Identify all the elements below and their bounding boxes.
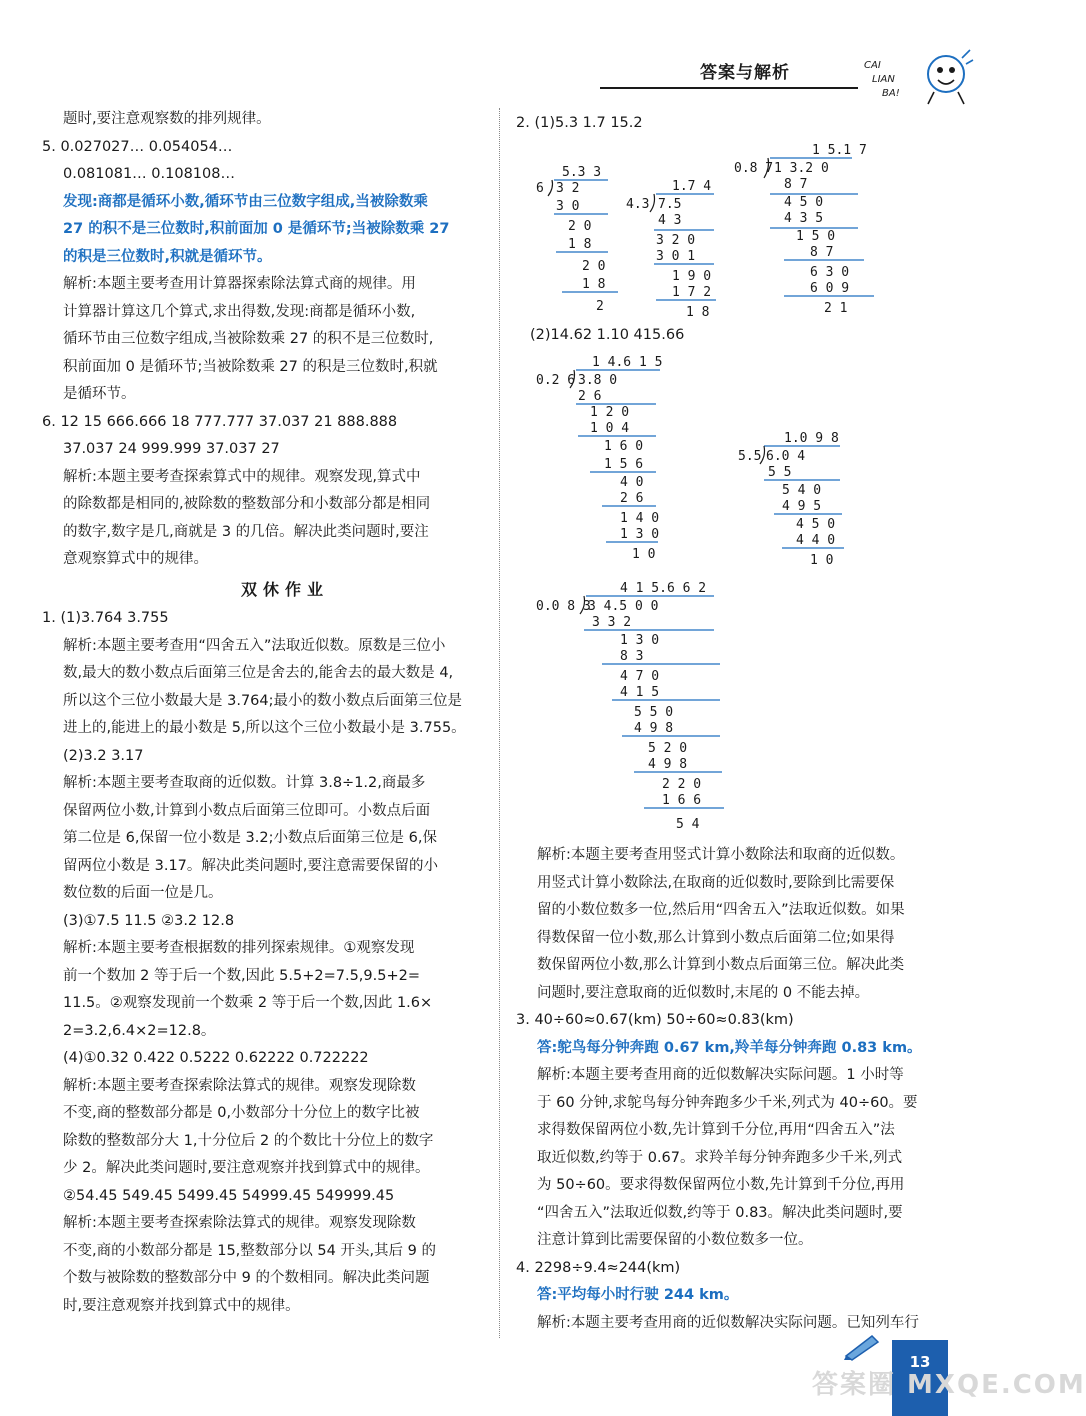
- long-division-3: [734, 140, 884, 318]
- divisor: 6: [536, 181, 544, 196]
- quotient: 1 4.6 1 5: [592, 355, 663, 370]
- text-line: 题时,要注意观察数的排列规律。: [63, 111, 271, 127]
- left-column: [42, 106, 498, 1320]
- step: 6 0 9: [810, 281, 850, 296]
- header-title: 答案与解析: [700, 63, 790, 83]
- step: 6 3 0: [810, 265, 850, 280]
- step: 1 7 2: [672, 285, 712, 300]
- answer-6-cont: 37.037 24 999.999 37.037 27: [63, 441, 280, 457]
- dividend: 3.8 0: [578, 373, 618, 388]
- step: 2: [596, 299, 604, 314]
- pen-icon: [842, 1330, 882, 1360]
- analysis-line: “四舍五入”法取近似数,约等于 0.83。解决此类问题时,要: [537, 1204, 903, 1221]
- step: 2 0: [568, 219, 592, 234]
- analysis-line: 第二位是 6,保留一位小数是 3.2;小数点后面第三位是 6,保: [63, 830, 437, 846]
- step: 1 6 0: [604, 439, 644, 454]
- step: 3 3 2: [592, 615, 632, 630]
- step: 4 0: [620, 475, 644, 490]
- analysis-line: 数保留两位小数,那么计算到小数点后面第三位。解决此类: [537, 957, 905, 973]
- step: 2 2 0: [662, 777, 702, 792]
- step: 2 6: [620, 491, 644, 506]
- step: 4 1 5: [620, 685, 660, 700]
- analysis-line: 解析:本题主要考查用商的近似数解决实际问题。1 小时等: [537, 1067, 904, 1083]
- answer-5-cont: 0.081081… 0.108108…: [63, 166, 235, 182]
- quotient: 4 1 5.6 6 2: [620, 581, 707, 596]
- analysis-line: 的数字,数字是几,商就是 3 的几倍。解决此类问题时,要注: [63, 523, 429, 540]
- step: 1 2 0: [590, 405, 630, 420]
- finding-line: 发现:商都是循环小数,循环节由三位数字组成,当被除数乘: [63, 193, 428, 210]
- answer-2-2: (2)14.62 1.10 415.66: [530, 327, 685, 343]
- dividend: 3 2: [556, 181, 580, 196]
- step: 4 3 5: [784, 211, 824, 226]
- step: 4 5 0: [796, 517, 836, 532]
- watermark: 答案圈 MXQE.COM: [812, 1370, 1086, 1400]
- divisor: 5.5: [738, 449, 762, 464]
- analysis-line: 时,要注意观察并找到算式中的规律。: [63, 1297, 300, 1314]
- step: 5 4: [676, 817, 700, 832]
- answer-3-reply: 答:鸵鸟每分钟奔跑 0.67 km,羚羊每分钟奔跑 0.83 km。: [537, 1039, 922, 1056]
- analysis-line: 得数保留一位小数,那么计算到小数点后面第二位;如果得: [537, 929, 895, 946]
- step: 5 4 0: [782, 483, 822, 498]
- right-column-bottom: [516, 842, 968, 1337]
- long-division-5: [738, 428, 858, 574]
- step: 1 0: [810, 553, 834, 568]
- answer-4: 4. 2298÷9.4≈244(km): [516, 1259, 681, 1276]
- step: 4 9 8: [648, 757, 688, 772]
- step: 3 2 0: [656, 233, 696, 248]
- analysis-line: 11.5。②观察发现前一个数乘 2 等于后一个数,因此 1.6×: [63, 995, 433, 1011]
- quotient: 1.7 4: [672, 179, 712, 194]
- analysis-line: 留的小数位数多一位,然后用“四舍五入”法取近似数。如果: [537, 902, 905, 918]
- analysis-line: 取近似数,约等于 0.67。求羚羊每分钟奔跑多少千米,列式: [537, 1149, 903, 1166]
- step: 1 8: [568, 237, 592, 252]
- analysis-line: 解析:本题主要考查探索除法算式的规律。观察发现除数: [63, 1077, 416, 1094]
- analysis-line: 循环节由三位数字组成,当被除数乘 27 的积不是三位数时,: [63, 331, 434, 347]
- header-rule: [600, 87, 858, 89]
- divisor: 0.8 7: [734, 161, 774, 176]
- divisor: 0.0 8 3: [536, 599, 591, 614]
- analysis-line: 注意计算到比需要保留的小数位数多一位。: [537, 1232, 813, 1248]
- right-column-top: [516, 110, 976, 138]
- answer-2-1: 2. (1)5.3 1.7 15.2: [516, 115, 643, 131]
- step: 1 8: [582, 277, 606, 292]
- analysis-line: 计算器计算这几个算式,求出得数,发现:商都是循环小数,: [63, 303, 416, 320]
- answer-3: 3. 40÷60≈0.67(km) 50÷60≈0.83(km): [516, 1012, 794, 1028]
- analysis-line: 求得数保留两位小数,先计算到千分位,再用“四舍五入”法: [537, 1122, 895, 1138]
- analysis-line: 解析:本题主要考查取商的近似数。计算 3.8÷1.2,商最多: [63, 775, 426, 791]
- finding-line: 的积是三位数时,积就是循环节。: [63, 248, 272, 265]
- step: 3 0: [556, 199, 580, 214]
- dividend: 7.5: [658, 197, 682, 212]
- step: 4 3: [658, 213, 682, 228]
- step: 1 0 4: [590, 421, 630, 436]
- analysis-line: 解析:本题主要考查用“四舍五入”法取近似数。原数是三位小: [63, 637, 446, 654]
- analysis-line: 于 60 分钟,求鸵鸟每分钟奔跑多少千米,列式为 40÷60。要: [537, 1094, 918, 1111]
- answer-4-reply: 答:平均每小时行驶 244 km。: [537, 1287, 739, 1303]
- step: 2 6: [578, 389, 602, 404]
- analysis-line: 用竖式计算小数除法,在取商的近似数时,要除到比需要保: [537, 874, 895, 891]
- step: 1 4 0: [620, 511, 660, 526]
- analysis-line: 保留两位小数,计算到小数点后面第三位即可。小数点后面: [63, 802, 431, 819]
- step: 8 7: [784, 177, 808, 192]
- analysis-line: 不变,商的小数部分都是 15,整数部分以 54 开头,其后 9 的: [63, 1242, 436, 1259]
- quotient: 1 5.1 7: [812, 143, 867, 158]
- long-division-1: [536, 160, 626, 320]
- column-divider: [499, 108, 500, 1338]
- step: 5 5 0: [634, 705, 674, 720]
- analysis-line: 意观察算式中的规律。: [63, 551, 208, 567]
- analysis-line: 进上的,能进上的最小数是 5,所以这个三位小数最小是 3.755。: [63, 720, 466, 736]
- step: 1 3 0: [620, 633, 660, 648]
- analysis-line: 的除数都是相同的,被除数的整数部分和小数部分都是相同: [63, 496, 431, 512]
- step: 1 5 0: [796, 229, 836, 244]
- section-title: 双休作业: [240, 579, 329, 599]
- answer-6: 6. 12 15 666.666 18 777.777 37.037 21 888.888: [42, 413, 398, 430]
- step: 4 7 0: [620, 669, 660, 684]
- analysis-line: 解析:本题主要考查用竖式计算小数除法和取商的近似数。: [537, 847, 905, 863]
- step: 1 8: [686, 305, 710, 320]
- analysis-line: 除数的整数部分大 1,十分位后 2 的个数比十分位上的数字: [63, 1132, 434, 1149]
- step: 2 1: [824, 301, 848, 316]
- answer-1-4: (4)①0.32 0.422 0.5222 0.62222 0.722222: [63, 1050, 369, 1066]
- step: 4 9 5: [782, 499, 822, 514]
- step: 1 9 0: [672, 269, 712, 284]
- analysis-line: 解析:本题主要考查用商的近似数解决实际问题。已知列车行: [537, 1314, 919, 1331]
- analysis-line: 前一个数加 2 等于后一个数,因此 5.5+2=7.5,9.5+2=: [63, 967, 420, 984]
- long-division-2: [626, 174, 726, 324]
- answer-1-4-2: ②54.45 549.45 5499.45 54999.45 549999.45: [63, 1187, 395, 1204]
- analysis-line: 解析:本题主要考查探索除法算式的规律。观察发现除数: [63, 1215, 416, 1231]
- mascot-logo-icon: [858, 46, 974, 108]
- step: 2 0: [582, 259, 606, 274]
- step: 4 5 0: [784, 195, 824, 210]
- step: 8 7: [810, 245, 834, 260]
- analysis-line: 问题时,要注意取商的近似数时,末尾的 0 不能去掉。: [537, 984, 870, 1001]
- divisor: 0.2 6: [536, 373, 576, 388]
- mascot-text-2: LIAN: [872, 74, 895, 85]
- quotient: 5.3 3: [562, 165, 602, 180]
- analysis-line: 少 2。解决此类问题时,要注意观察并找到算式中的规律。: [63, 1160, 430, 1176]
- analysis-line: 2=3.2,6.4×2=12.8。: [63, 1022, 216, 1039]
- finding-line: 27 的积不是三位数时,积前面加 0 是循环节;当被除数乘 27: [63, 221, 450, 237]
- analysis-line: 解析:本题主要考查探索算式中的规律。观察发现,算式中: [63, 468, 421, 485]
- analysis-line: 是循环节。: [63, 386, 136, 402]
- analysis-line: 数位数的后面一位是几。: [63, 885, 223, 901]
- dividend: 1 3.2 0: [774, 161, 829, 176]
- dividend: 6.0 4: [766, 449, 806, 464]
- mascot-text-1: CAI: [864, 60, 881, 71]
- dividend: 3 4.5 0 0: [588, 599, 659, 614]
- step: 5 2 0: [648, 741, 688, 756]
- step: 1 5 6: [604, 457, 644, 472]
- divisor: 4.3: [626, 197, 650, 212]
- long-division-4: [536, 352, 676, 572]
- step: 1 3 0: [620, 527, 660, 542]
- long-division-6: [536, 578, 736, 834]
- analysis-line: 为 50÷60。要求得数保留两位小数,先计算到千分位,再用: [537, 1177, 905, 1193]
- analysis-line: 解析:本题主要考查根据数的排列探索规律。①观察发现: [63, 940, 415, 956]
- answer-2-2-wrap: [530, 322, 684, 350]
- analysis-line: 留两位小数是 3.17。解决此类问题时,要注意需要保留的小: [63, 857, 439, 874]
- page-number-badge: 13: [892, 1340, 948, 1416]
- analysis-line: 解析:本题主要考查用计算器探索除法算式商的规律。用: [63, 276, 416, 292]
- step: 3 0 1: [656, 249, 696, 264]
- step: 4 9 8: [634, 721, 674, 736]
- answer-1-2: (2)3.2 3.17: [63, 747, 144, 764]
- analysis-line: 个数与被除数的整数部分中 9 的个数相同。解决此类问题: [63, 1270, 430, 1286]
- step: 1 6 6: [662, 793, 702, 808]
- mascot-text-3: BA!: [882, 88, 900, 99]
- step: 1 0: [632, 547, 656, 562]
- step: 8 3: [620, 649, 644, 664]
- quotient: 1.0 9 8: [784, 431, 839, 446]
- answer-1-3: (3)①7.5 11.5 ②3.2 12.8: [63, 912, 235, 929]
- analysis-line: 数,最大的数小数点后面第三位是舍去的,能舍去的最大数是 4,: [63, 665, 454, 681]
- step: 5 5: [768, 465, 792, 480]
- analysis-line: 所以这个三位小数最大是 3.764;最小的数小数点后面第三位是: [63, 692, 463, 709]
- answer-1-1: 1. (1)3.764 3.755: [42, 610, 169, 626]
- answer-5: 5. 0.027027… 0.054054…: [42, 138, 233, 155]
- analysis-line: 积前面加 0 是循环节;当被除数乘 27 的积是三位数时,积就: [63, 358, 438, 375]
- step: 4 4 0: [796, 533, 836, 548]
- analysis-line: 不变,商的整数部分都是 0,小数部分十分位上的数字比被: [63, 1105, 420, 1121]
